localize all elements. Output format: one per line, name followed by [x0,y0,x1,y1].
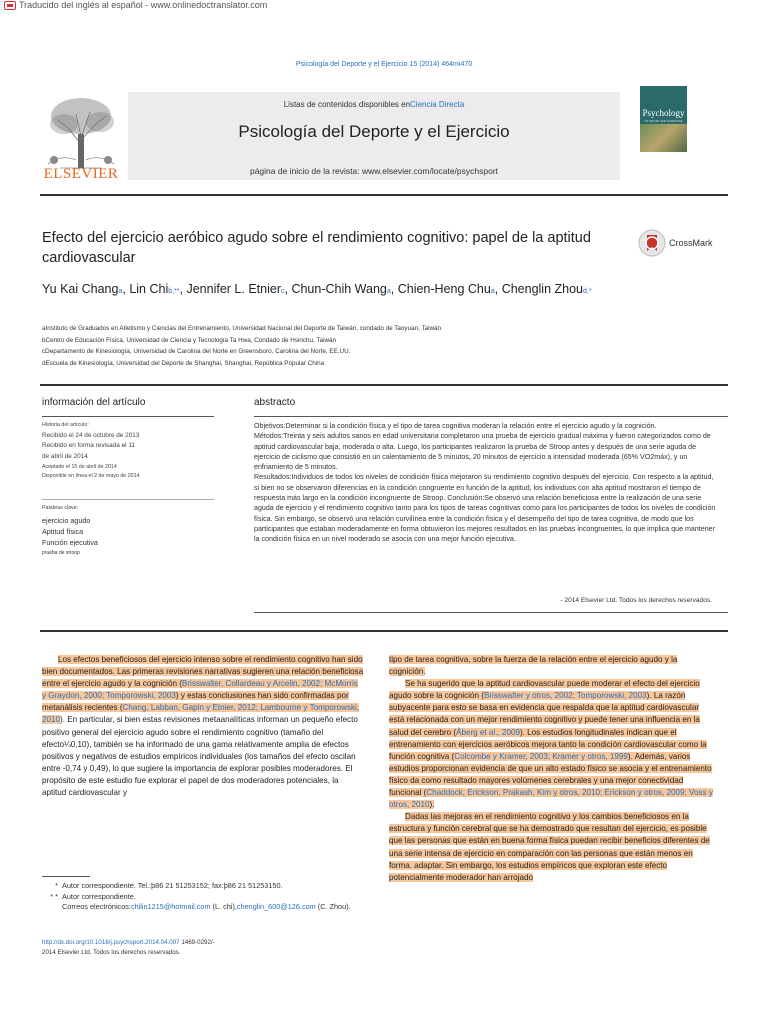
footnote-emails: Correos electrónicos:chilin1215@hotmail.com (L. chi),chenglin_600@126.com (C. Zhou). [62,902,351,911]
keywords-rule [42,499,214,500]
article-title: Efecto del ejercicio aeróbico agudo sobre el rendimiento cognitivo: papel de la aptitud cardiovascular [42,230,591,266]
elsevier-wordmark: ELSEVIER [43,166,119,182]
body-text: ) y estas conclusiones han sido confirmadas por metanálisis recientes ( [42,691,349,713]
doi-block: http://dx.doi.org/10.1016/j.psychsport.2014.04.007 1469-0292/- 2014 Elsevier Ltd. Todos los derechos reservados. [42,938,364,957]
author[interactable]: Lin Chib,**, [129,282,187,296]
citation-link[interactable]: Chaddock, Erickson, Prakash, Kim y otros, 2010; Erickson y otros, 2009; Voss y otros, 2010 [389,788,713,810]
keywords-list [42,515,98,559]
footnote-rule [42,876,90,877]
citation-link[interactable]: Åberg et al., 2009 [456,727,520,737]
keywords-label: Palabras clave: [42,505,79,511]
keyword: Función ejecutiva [42,538,98,547]
body-text: ). Además, varios estudios proporcionan evidencia de que un alto estado físico se asocia y el entrenamiento físico da como resultado mayores volúmenes cerebrales y una mejor conectividad funcional ( [389,751,712,798]
footnote: * * Autor correspondiente. [50,891,136,901]
footnotes [42,881,364,913]
doi-link[interactable]: http://dx.doi.org/10.1016/j.psychsport.2014.04.007 [42,939,180,946]
body-column-right [389,654,713,884]
body-divider [40,630,728,632]
author[interactable]: Jennifer L. Etnierc, [186,282,292,296]
body-column-left [42,654,364,799]
body-text: tipo de tarea cognitiva, sobre la fuerza de la relación entre el ejercicio agudo y la cognición. [389,655,678,677]
author[interactable]: Chien-Heng Chua, [397,282,502,296]
body-text: ). [429,800,435,810]
author[interactable]: Chun-Chih Wanga, [291,282,398,296]
journal-citation[interactable]: Psicología del Deporte y el Ejercicio 15 (2014) 464mi470 [295,61,473,68]
body-text: ). La razón subyacente para esto se basa en evidencia que respalda que la aptitud cardiovascular está relacionada con un mejor rendimiento cognitivo y puede tener una influencia en la salud del cerebro ( [389,691,700,737]
contents-line: Listas de contenidos disponibles enCiencia Directa [283,100,465,109]
affiliation: bCentro de Educación Física, Universidad de Ciencia y Tecnología Ta Hwa, Condado de Hsinchu, Taiwán [42,336,337,344]
crossmark-label: CrossMark [669,238,713,248]
keyword: prueba de stroop [42,550,80,556]
header-divider [40,194,728,196]
crossmark-icon [638,229,666,257]
abstract-heading: abstracto [254,397,296,408]
body-text: ). En particular, si bien estas revisiones metaanalíticas informan un pequeño efecto positivo general del ejercicio agudo sobre el rendimiento cognitivo (tamaño del efecto¼0,10), también se ha informado de una gama relativamente amplia de efectos positivos y negativos de estudios empíricos individuales (los tamaños del efecto oscilan entre -0,74 y 0,49), lo que sugiere la importancia de explorar posibles moderadores. El propósito de este estudio fue explorar el papel de dos moderadores potenciales, la aptitud cardiovascular y [42,715,358,798]
email-link[interactable]: chenglin_600@126.com [236,902,316,911]
keyword: Aptitud física [42,527,84,536]
body-text: ). Los estudios longitudinales indican que el entrenamiento con ejercicios aeróbicos mejora tanto la condición cardiovascular como la función cognitiva ( [389,727,707,761]
cover-image [640,124,687,152]
affiliation: aInstituto de Graduados en Atletismo y Ciencias del Entrenamiento, Universidad Nacional del Deporte de Taiwán, condado de Taoyuan, Taiwán [42,325,442,332]
abstract-rule [254,416,728,417]
abstract-results: Resultados:Individuos de todos los niveles de condición física mejoraron su rendimiento cognitivo después del ejercicio. Con respecto a la aptitud, si bien no se observaron diferencias en la condición congruente en función de la aptitud, los individuos con alta aptitud mostraron el tiempo de respuesta más largo en la condición incongruente de Stroop. Conclusión:Se observó una relación beneficiosa entre la realización de una serie aguda de ejercicio y el rendimiento cognitivo tanto para los tipos de tareas cognitivas como para los participantes de todos los niveles de condición física. Sin embargo, se observó una relación curvilínea entre la condición física y el desempeño del tipo de tarea cognitiva, de modo que los participantes que estaban moderadamente en forma obtuvieron los mejores resultados en las pruebas incongruentes, lo que implica que mantener la condición física en un nivel moderado se asocia con una mejor función ejecutiva. [254,473,716,544]
affiliation-divider [40,384,728,386]
citation-link[interactable]: Brisswalter y otros, 2002; Tomporowski, 2003 [483,691,647,701]
translator-banner[interactable] [4,0,267,10]
journal-homepage[interactable]: página de inicio de la revista: www.elsevier.com/locate/psychsport [249,166,499,176]
body-text: Se ha sugerido que la aptitud cardiovascular puede moderar el efecto del ejercicio agudo sobre la cognición ( [389,679,700,701]
journal-banner [128,92,620,180]
article-info-rule [42,416,214,417]
footer-copyright: 2014 Elsevier Ltd. Todos los derechos reservados. [42,948,181,956]
journal-cover[interactable] [640,86,687,152]
article-info-heading: información del artículo [42,397,146,408]
journal-name: Psicología del Deporte y el Ejercicio [238,122,510,141]
footnote: * Autor correspondiente. Tel.:þ86 21 51253152; fax:þ86 21 51253150. [55,881,283,890]
affiliations [42,323,722,369]
body-text: Dadas las mejoras en el rendimiento cognitivo y los cambios beneficiosos en la estructura y función cerebral que se ha demostrado que resultan del ejercicio, es posible que las personas que están en buena forma física puedan recibir beneficios diferentes de una serie intensa de ejercicio en comparación con las personas que están menos en forma. adaptar. Sin embargo, los estudios empíricos que exploran este efecto potencialmente moderador han arrojado [389,812,710,882]
crossmark-button[interactable] [638,229,713,257]
translator-text[interactable]: Traducido del inglés al español - www.onlinedoctranslator.com [19,0,268,10]
citation-link[interactable]: Chang, Labban, Gapin y Etnier, 2012; Lambourne y Tomporowski, 2010 [42,703,360,725]
cover-subtitle: OF SPORT AND EXERCISE [644,119,683,123]
abstract-objectives: Objetivos:Determinar si la condición física y el tipo de tarea cognitiva moderan la relación entre el ejercicio agudo y la cognición. [254,422,657,430]
cover-title: Psychology [642,108,685,118]
abstract-body [254,421,716,545]
abstract-end-rule [254,612,728,613]
masthead [40,86,688,186]
citation-link[interactable]: Brisswalter, Collardeau y Arcelin, 2002; McMorris y Graydon, 2000; Tomporowski, 2003 [42,679,358,701]
author[interactable]: Chenglin Zhoud,* [501,282,592,296]
keyword: ejercicio agudo [42,516,91,525]
affiliation: cDepartamento de Kinesiología, Universidad de Carolina del Norte en Greensboro, Carolina del Norte, EE.UU. [42,348,351,355]
abstract-methods: Métodos:Treinta y seis adultos sanos en edad universitaria completaron una prueba de ejercicio gradual máxima y fueron categorizados como de aptitud cardiovascular baja, moderada o alta. Luego, los participantes realizaron la prueba de Stroop antes y después de una serie aguda de ejercicio de ciclismo que consistió en un calentamiento de 5 minutos, 20 minutos de ejercicio a intensidad moderada (65% VO2máx), y un enfriamiento de 5 minutos. [254,432,711,472]
citation-link[interactable]: Colcombe y Kramer, 2003; Kramer y otros, 1999 [454,751,628,761]
sciencedirect-link[interactable]: Ciencia Directa [410,100,465,109]
author[interactable]: Yu Kai Changa, [42,282,130,296]
affiliation: dEscuela de Kinesiología, Universidad del Deporte de Shanghai, Shanghai, República Popular China [42,359,325,367]
author-list [42,280,612,301]
abstract-copyright: - 2014 Elsevier Ltd. Todos los derechos reservados. [560,597,712,604]
email-link[interactable]: chilin1215@hotmail.com [130,902,211,911]
article-history: Historia del artículo: Recibido el 24 de octubre de 2013 Recibido en forma revisada el 11 de abril de 2014 Aceptado el 15 de abril de 2014 Disponible en línea el 2 de mayo de 2014 [42,422,140,480]
body-text: Los efectos beneficiosos del ejercicio intenso sobre el rendimiento cognitivo han sido bien documentados. Las primeras revisiones narrativas sugieren una relación beneficiosa entre el ejercicio agudo y la cognición ( [42,655,364,689]
translator-icon [4,1,16,10]
